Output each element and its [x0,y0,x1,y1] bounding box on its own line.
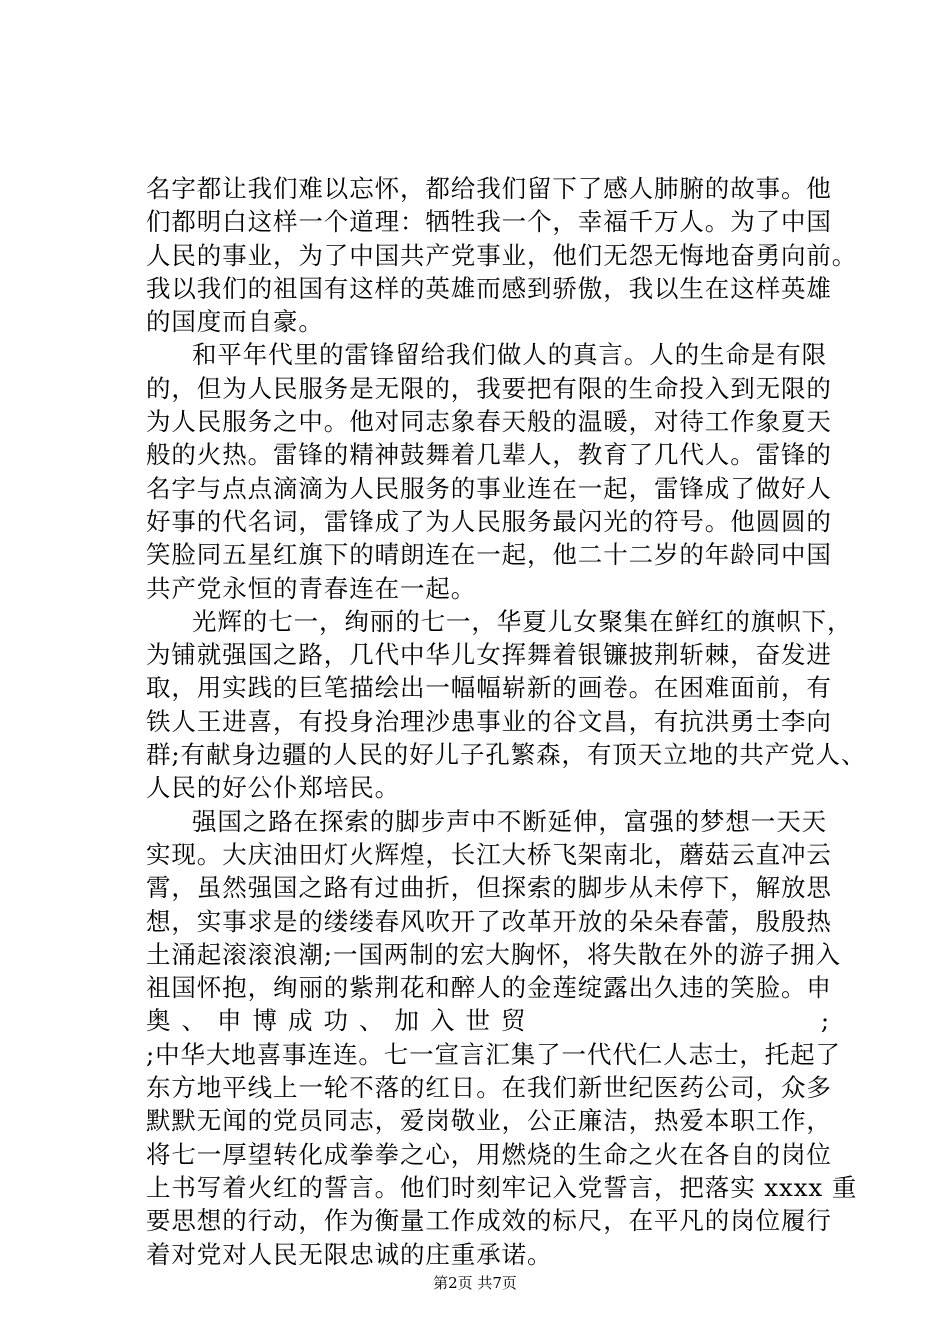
text-line: ;中华大地喜事连连。七一宣言汇集了一代代仁人志士，托起了 [146,1039,841,1069]
text-line: 要思想的行动，作为衡量工作成效的标尺，在平凡的岗位履行 [146,1206,832,1236]
text-line: 名字与点点滴滴为人民服务的事业连在一起，雷锋成了做好人 [146,473,832,503]
text-line: 人民的好公仆郑培民。 [146,773,400,803]
paragraph-start-line: 和平年代里的雷锋留给我们做人的真言。人的生命是有限 [192,340,827,370]
justified-line-tail: ; [820,1006,830,1036]
page-footer: 第2页 共7页 [433,1274,517,1292]
paragraph-start-line: 光辉的七一，绚丽的七一，华夏儿女聚集在鲜红的旗帜下， [192,606,853,636]
text-line: 人民的事业，为了中国共产党事业，他们无怨无悔地奋勇向前。 [146,240,858,270]
text-line: 为铺就强国之路，几代中华儿女挥舞着银镰披荆斩棘，奋发进 [146,640,832,670]
text-line: 的，但为人民服务是无限的，我要把有限的生命投入到无限的 [146,373,832,403]
text-line: 土涌起滚滚浪潮;一国两制的宏大胸怀，将失散在外的游子拥入 [146,939,841,969]
text-line: 祖国怀抱，绚丽的紫荆花和醉人的金莲绽露出久违的笑脸。申 [146,973,832,1003]
text-line: 取，用实践的巨笔描绘出一幅幅崭新的画卷。在困难面前，有 [146,673,832,703]
text-line: 将七一厚望转化成拳拳之心，用燃烧的生命之火在各自的岗位 [146,1139,832,1169]
text-line: 上书写着火红的誓言。他们时刻牢记入党誓言，把落实 xxxx 重 [146,1172,858,1202]
text-line: 着对党对人民无限忠诚的庄重承诺。 [146,1239,553,1269]
text-line: 共产党永恒的青春连在一起。 [146,573,477,603]
text-line: 般的火热。雷锋的精神鼓舞着几辈人，教育了几代人。雷锋的 [146,440,832,470]
text-line: 们都明白这样一个道理：牺牲我一个，幸福千万人。为了中国 [146,207,832,237]
text-line: 群;有献身边疆的人民的好儿子孔繁森，有顶天立地的共产党人、 [146,740,867,770]
justified-text-line [146,1004,836,1037]
text-line: 东方地平线上一轮不落的红日。在我们新世纪医药公司，众多 [146,1073,832,1103]
text-line: 铁人王进喜，有投身治理沙患事业的谷文昌，有抗洪勇士李向 [146,706,832,736]
text-line: 的国度而自豪。 [146,307,324,337]
text-line: 名字都让我们难以忘怀，都给我们留下了感人肺腑的故事。他 [146,174,832,203]
text-line: 想，实事求是的缕缕春风吹开了改革开放的朵朵春蕾，殷殷热 [146,906,832,936]
body-text [146,172,867,1271]
text-line: 好事的代名词，雷锋成了为人民服务最闪光的符号。他圆圆的 [146,506,832,536]
text-line: 我以我们的祖国有这样的英雄而感到骄傲，我以生在这样英雄 [146,273,832,303]
text-line: 实现。大庆油田灯火辉煌，长江大桥飞架南北，蘑菇云直冲云 [146,839,832,869]
text-line: 默默无闻的党员同志，爱岗敬业，公正廉洁，热爱本职工作， [146,1106,832,1136]
text-line: 笑脸同五星红旗下的晴朗连在一起，他二十二岁的年龄同中国 [146,540,832,570]
text-line: 为人民服务之中。他对同志象春天般的温暖，对待工作象夏天 [146,407,832,437]
text-line: 霄，虽然强国之路有过曲折，但探索的脚步从未停下，解放思 [146,873,832,903]
justified-line-text: 奥、申博成功、加入世贸 [146,1006,537,1036]
paragraph-start-line: 强国之路在探索的脚步声中不断延伸，富强的梦想一天天 [192,806,827,836]
